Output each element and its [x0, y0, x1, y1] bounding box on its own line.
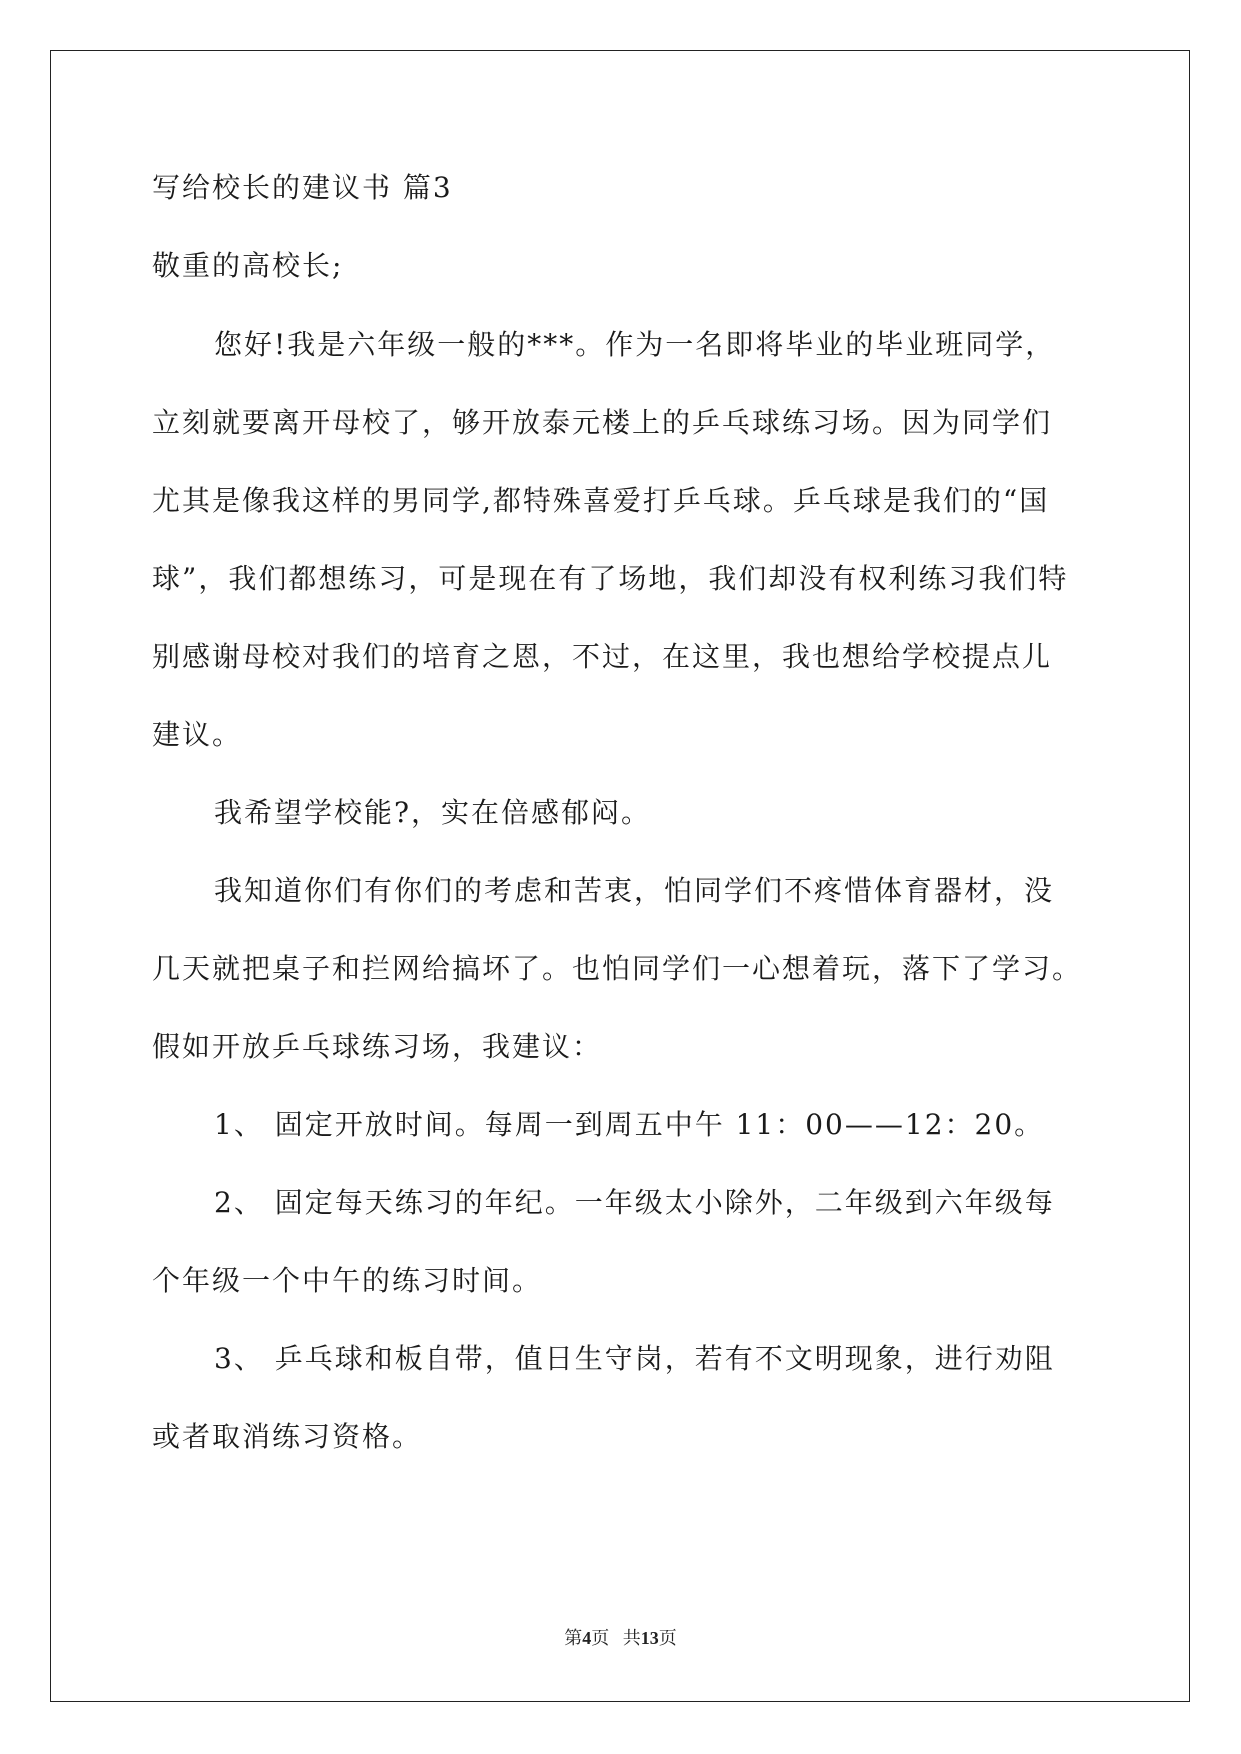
paragraph-line: 您好!我是六年级一般的***。作为一名即将毕业的毕业班同学，	[214, 328, 1056, 361]
total-pages-number: 13	[640, 1628, 659, 1648]
footer-prefix: 第	[564, 1628, 583, 1648]
current-page-number: 4	[582, 1628, 592, 1648]
paragraph-line: 尤其是像我这样的男同学,都特殊喜爱打乒乓球。乒乓球是我们的“国	[152, 484, 1050, 517]
document-title: 写给校长的建议书 篇3	[152, 171, 453, 204]
salutation: 敬重的高校长;	[152, 249, 344, 282]
paragraph-line: 别感谢母校对我们的培育之恩，不过，在这里，我也想给学校提点儿	[152, 640, 1053, 673]
footer-total-prefix: 共	[622, 1628, 641, 1648]
paragraph-line: 我希望学校能?，实在倍感郁闷。	[214, 796, 652, 829]
list-item: 3、 乒乓球和板自带，值日生守岗，若有不文明现象，进行劝阻	[214, 1342, 1055, 1375]
footer-page-word: 页	[591, 1628, 610, 1648]
paragraph-line: 建议。	[152, 718, 243, 751]
footer-total-suffix: 页	[658, 1628, 677, 1648]
paragraph-line: 我知道你们有你们的考虑和苦衷，怕同学们不疼惜体育器材，没	[214, 874, 1055, 907]
paragraph-line: 几天就把桌子和拦网给搞坏了。也怕同学们一心想着玩，落下了学习。	[152, 952, 1083, 985]
paragraph-line: 立刻就要离开母校了，够开放泰元楼上的乒乓球练习场。因为同学们	[152, 406, 1053, 439]
paragraph-line: 球”，我们都想练习，可是现在有了场地，我们却没有权利练习我们特	[152, 562, 1069, 595]
page-footer	[0, 1624, 1241, 1650]
list-item-continuation: 个年级一个中午的练习时间。	[152, 1264, 543, 1297]
list-item: 2、 固定每天练习的年纪。一年级太小除外，二年级到六年级每	[214, 1186, 1055, 1219]
list-item: 1、 固定开放时间。每周一到周五中午 11：00——12：20。	[214, 1108, 1045, 1141]
paragraph-line: 假如开放乒乓球练习场，我建议：	[152, 1030, 603, 1063]
list-item-continuation: 或者取消练习资格。	[152, 1420, 423, 1453]
